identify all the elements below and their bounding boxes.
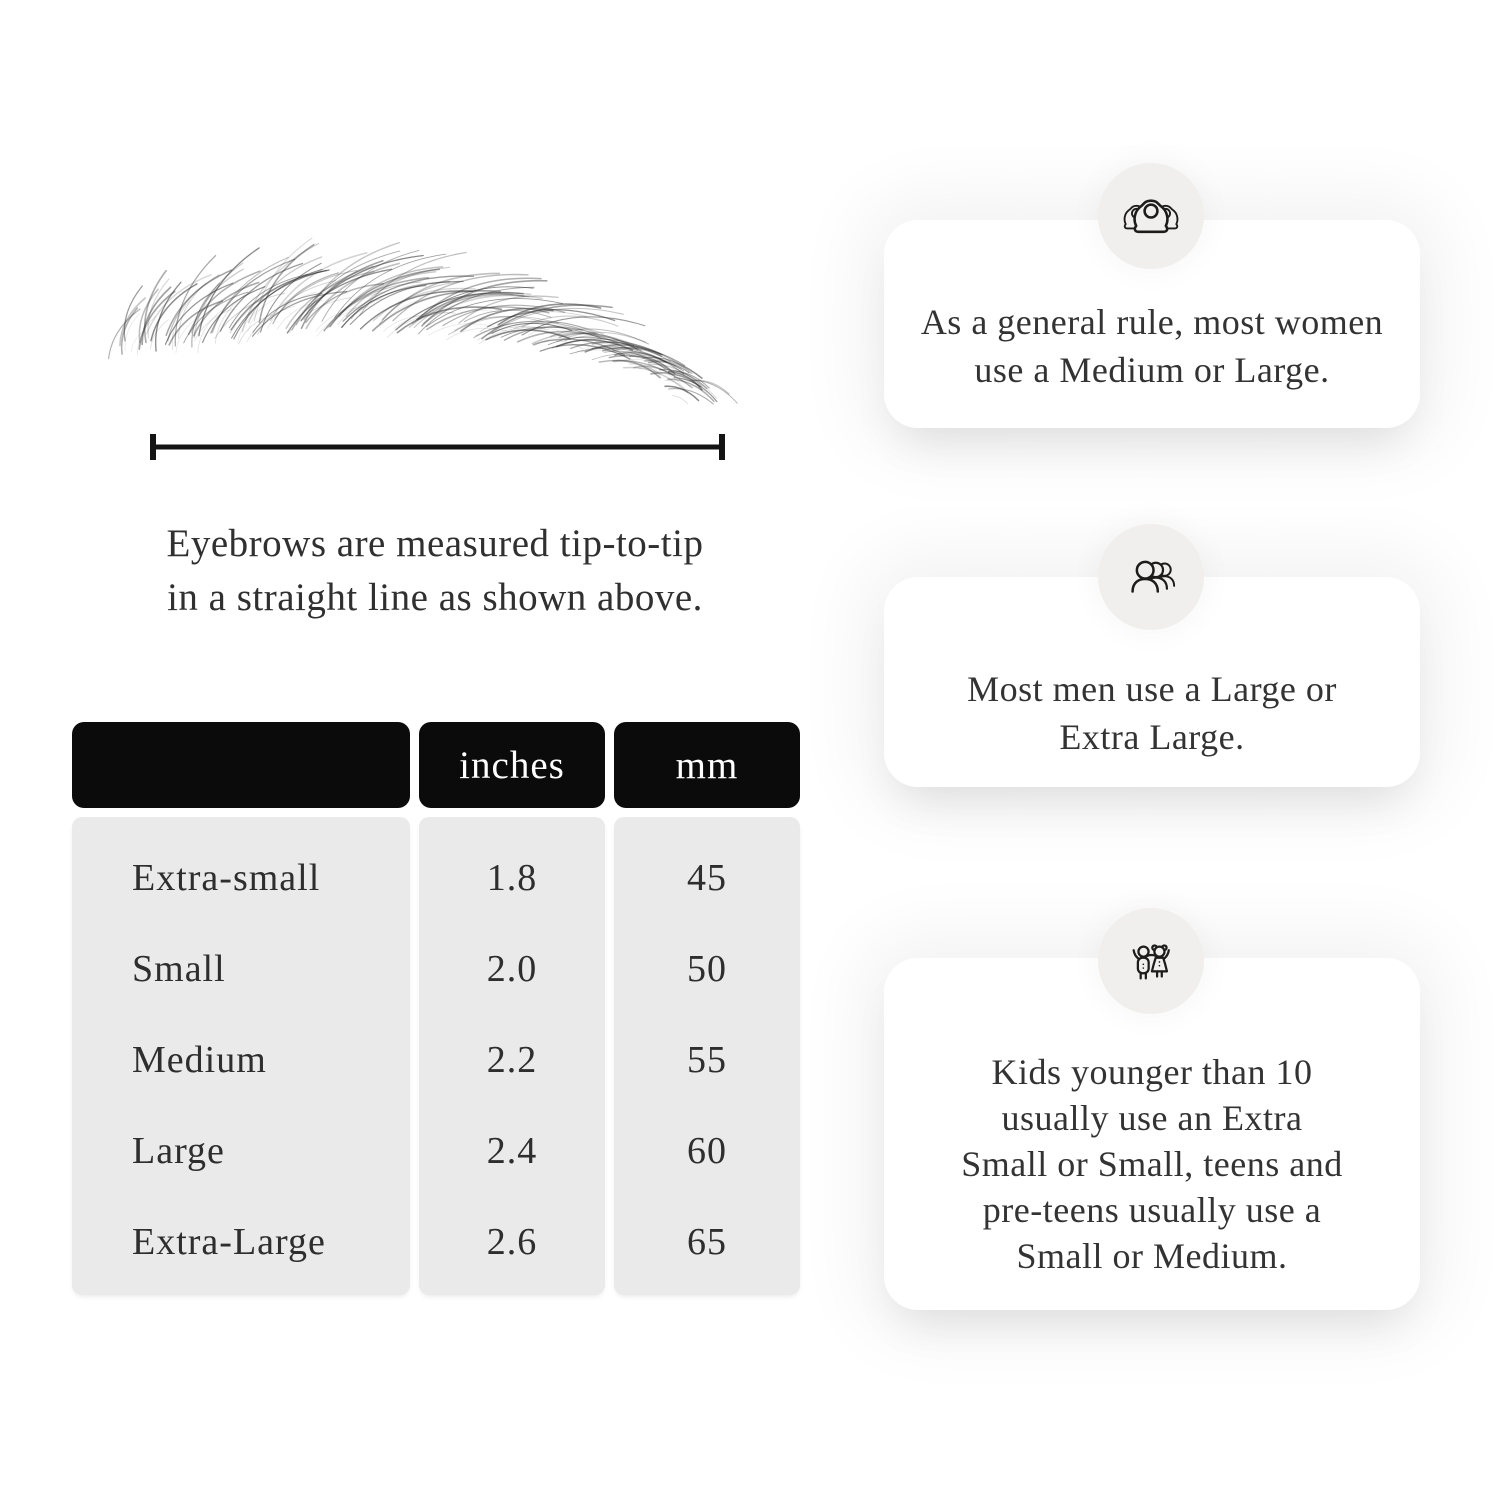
kids-icon-circle [1098, 908, 1204, 1014]
caption-line: in a straight line as shown above. [167, 576, 703, 619]
women-icon [1120, 185, 1182, 247]
caption-line: Eyebrows are measured tip-to-tip [166, 522, 704, 565]
size-table-body-labels [72, 817, 410, 1295]
card-text-line: As a general rule, most women [920, 302, 1384, 342]
size-row-label: Large [132, 1129, 225, 1172]
measurement-line [150, 434, 725, 460]
kids-icon [1121, 931, 1181, 991]
card-text-line: Small or Medium. [1016, 1236, 1288, 1276]
size-table-header-mm: mm [614, 722, 800, 808]
size-table-column-inches [419, 722, 605, 1295]
eyebrow-illustration [105, 238, 745, 413]
card-text-line: Small or Small, teens and [961, 1144, 1343, 1184]
size-row-mm: 55 [687, 1038, 727, 1081]
size-row-label: Extra-small [132, 857, 321, 900]
size-table-body-inches [419, 817, 605, 1295]
women-icon-circle [1098, 163, 1204, 269]
size-row-inches: 2.6 [486, 1220, 538, 1263]
size-row-inches: 2.4 [486, 1129, 538, 1172]
size-row-inches: 1.8 [486, 857, 538, 900]
size-row-label: Small [132, 948, 226, 991]
card-text-line: usually use an Extra [1001, 1098, 1303, 1138]
size-table [72, 722, 800, 1295]
card-text-line: Most men use a Large or [967, 669, 1337, 709]
size-table-body-mm [614, 817, 800, 1295]
size-row-mm: 60 [687, 1129, 727, 1172]
size-table-header-blank [72, 722, 410, 808]
card-text-line: Extra Large. [1059, 717, 1245, 757]
card-text-line: Kids younger than 10 [991, 1052, 1313, 1092]
men-icon [1120, 546, 1182, 608]
size-row-mm: 65 [687, 1220, 727, 1263]
size-row-label: Medium [132, 1038, 267, 1081]
size-row-mm: 45 [687, 857, 727, 900]
size-row-inches: 2.2 [486, 1038, 538, 1081]
size-table-header-inches: inches [419, 722, 605, 808]
men-icon-circle [1098, 524, 1204, 630]
card-text-line: pre-teens usually use a [982, 1190, 1322, 1230]
size-table-column-sizes [72, 722, 410, 1295]
size-row-mm: 50 [687, 948, 727, 991]
size-row-inches: 2.0 [486, 948, 538, 991]
size-row-label: Extra-Large [132, 1220, 326, 1263]
card-text-line: use a Medium or Large. [974, 350, 1330, 390]
size-table-column-mm [614, 722, 800, 1295]
measurement-caption [85, 517, 785, 625]
